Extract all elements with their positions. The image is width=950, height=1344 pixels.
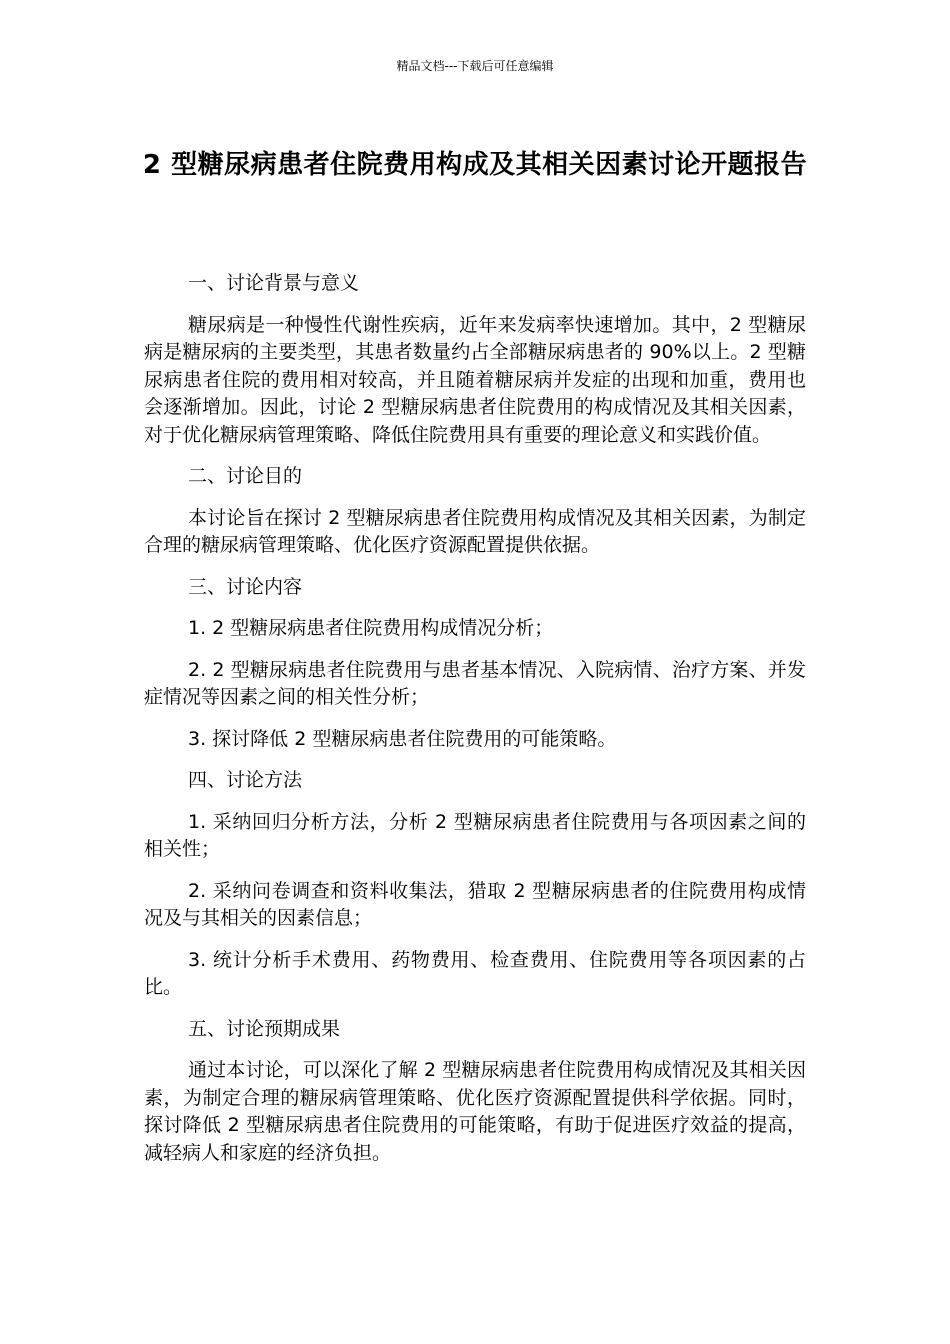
list-item-methods-1: 1. 采纳回归分析方法，分析 2 型糖尿病患者住院费用与各项因素之间的相关性； [144,810,806,860]
list-item-content-3: 3. 探讨降低 2 型糖尿病患者住院费用的可能策略。 [188,727,617,750]
section-heading-background: 一、讨论背景与意义 [188,272,360,294]
section-heading-purpose: 二、讨论目的 [188,465,303,487]
list-item-content-1: 1. 2 型糖尿病患者住院费用构成情况分析； [188,617,554,639]
list-item-methods-2: 2. 采纳问卷调查和资料收集法，猎取 2 型糖尿病患者的住院费用构成情况及与其相关的因素信息； [144,879,806,929]
document-title: 2 型糖尿病患者住院费用构成及其相关因素讨论开题报告 [142,150,808,180]
list-item-methods-3: 3. 统计分析手术费用、药物费用、检查费用、住院费用等各项因素的占比。 [144,948,806,998]
header-note: 精品文档---下载后可任意编辑 [396,59,554,73]
section-heading-outcomes: 五、讨论预期成果 [188,1017,341,1040]
section-heading-methods: 四、讨论方法 [188,769,303,791]
paragraph-outcomes: 通过本讨论，可以深化了解 2 型糖尿病患者住院费用构成情况及其相关因素，为制定合理的糖尿病管理策略、优化医疗资源配置提供科学依据。同时，探讨降低 2 型糖尿病患者住院费用的可能策略，有助于促进医疗效益的提高，减轻病人和家庭的经济负担。 [144,1059,806,1164]
paragraph-background: 糖尿病是一种慢性代谢性疾病，近年来发病率快速增加。其中，2 型糖尿病是糖尿病的主要类型，其患者数量约占全部糖尿病患者的 90%以上。2 型糖尿病患者住院的费用相对较高，并且随着糖尿病并发症的出现和加重，费用也会逐渐增加。因此，讨论 2 型糖尿病患者住院费用的构成情况及其相关因素，对于优化糖尿病管理策略、降低住院费用具有重要的理论意义和实践价值。 [144,313,806,446]
paragraph-purpose: 本讨论旨在探讨 2 型糖尿病患者住院费用构成情况及其相关因素，为制定合理的糖尿病管理策略、优化医疗资源配置提供依据。 [144,506,806,556]
section-heading-content: 三、讨论内容 [188,575,303,598]
document-body [144,270,806,1181]
list-item-content-2: 2. 2 型糖尿病患者住院费用与患者基本情况、入院病情、治疗方案、并发症情况等因素之间的相关性分析； [144,658,806,708]
